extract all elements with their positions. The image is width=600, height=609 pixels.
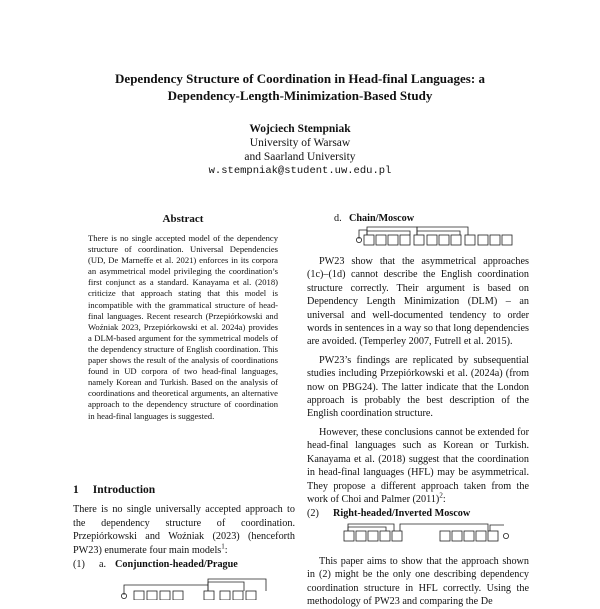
paragraph-3 [307, 426, 529, 506]
example-2-line [307, 508, 470, 519]
root-node [503, 533, 508, 538]
word-box [356, 531, 366, 541]
dependency-arc [348, 524, 394, 531]
word-box [427, 235, 437, 245]
dependency-arc [400, 524, 488, 531]
word-box [376, 235, 386, 245]
word-box [388, 235, 398, 245]
example-1-number: (1) [73, 559, 85, 570]
word-box [439, 235, 449, 245]
word-box [451, 235, 461, 245]
example-1a-line [73, 559, 238, 570]
footnote-mark-1[interactable]: 1 [221, 542, 225, 551]
dependency-arc [124, 585, 208, 595]
word-box [414, 235, 424, 245]
diagram-inverted-moscow [328, 520, 518, 546]
word-box [173, 591, 183, 600]
author-name: Wojciech Stempniak [249, 123, 351, 135]
abstract-text: There is no single accepted model of the dependency structure of coordination. Universal Dependencies (UD, De Marneffe et al. 2021) enforces in its corpora an asymmetrical model privileging the coordination’s first conjunct as a standard. Kanayama et al. (2018) criticize that approach stating that this model is incompatible with the grammatical structure of head-final languages. Recent research (Przepiórkowski and Woźniak 2023, Przepiórkowski et al. 2024a) provides a DLM-based argument for the symmetrical models of the dependency structure of English coordination. This paper shows the result of the analysis of coordinations found in UD corpora of two head-final languages, namely Korean and Turkish. Based on the analysis of coordinations and theoretical arguments, an alternative approach to the dependency structure of coordination in head-final languages is suggested. [88, 233, 278, 421]
word-box [246, 591, 256, 600]
word-box [344, 531, 354, 541]
footnote-mark-2[interactable]: 2 [439, 491, 443, 500]
diagram-moscow [350, 224, 520, 250]
section-heading-introduction [73, 484, 155, 496]
word-box [380, 531, 390, 541]
word-box [368, 531, 378, 541]
section-title: Introduction [92, 484, 156, 496]
word-box [452, 531, 462, 541]
paper-title [40, 70, 560, 104]
author-block [40, 122, 560, 178]
affiliation-2: and Saarland University [244, 151, 356, 163]
dependency-arc [367, 231, 410, 235]
title-line-1: Dependency Structure of Coordination in Head-final Languages: a [115, 71, 485, 86]
word-box [440, 531, 450, 541]
word-box [400, 235, 410, 245]
paragraph-1: PW23 show that the asymmetrical approaches (1c)–(1d) cannot describe the English coordination structure correctly. Their argument is based on Dependency Length Minimization (DLM) – an universal and well-documented tendency to order words in sentences in a way so that long dependencies are avoided. (Temperley 2007, Futrell et al. 2015). [307, 256, 529, 348]
dependency-arc [490, 525, 504, 531]
right-column-text [307, 255, 529, 506]
example-1d-label: Chain/Moscow [349, 213, 415, 224]
example-1a-letter: a. [99, 559, 107, 570]
word-box [488, 531, 498, 541]
word-box [160, 591, 170, 600]
word-box [464, 531, 474, 541]
example-1d-line [334, 213, 414, 224]
diagram-prague [116, 573, 296, 600]
section-number: 1 [73, 484, 79, 496]
paragraph-3-end: : [442, 493, 446, 505]
paragraph-3-text: However, these conclusions cannot be extended for head-final languages such as Korean or Turkish. Kanayama et al. (2018) suggest that the coordination in head-final languages (HFL) may be asymmetrical. They propose a different approach taken from the work of Choi and Palmer (2011) [307, 426, 529, 505]
word-box [502, 235, 512, 245]
word-box [134, 591, 144, 600]
word-box [465, 235, 475, 245]
example-1d-letter: d. [334, 213, 342, 224]
paragraph-4: This paper aims to show that the approach shown in (2) might be the only one describing dependency coordination structure in HFL correctly. Using the methodology of PW23 and comparing the De [307, 556, 529, 608]
word-box [204, 591, 214, 600]
dependency-arc [348, 527, 386, 531]
word-box [392, 531, 402, 541]
dependency-arc [208, 579, 266, 591]
introduction-paragraph [73, 503, 295, 557]
word-box [220, 591, 230, 600]
intro-text: There is no single universally accepted approach to the dependency structure of coordination. Przepiórkowski and Woźniak (2023) (henceforth PW23) enumerate four main models [73, 504, 295, 556]
intro-text-end: : [224, 544, 228, 556]
word-box [233, 591, 243, 600]
word-box [364, 235, 374, 245]
abstract-heading: Abstract [162, 213, 204, 225]
example-2-label: Right-headed/Inverted Moscow [333, 508, 471, 519]
word-box [476, 531, 486, 541]
dependency-arc [417, 231, 460, 235]
word-box [478, 235, 488, 245]
example-2-number: (2) [307, 508, 319, 519]
title-line-2: Dependency-Length-Minimization-Based Study [167, 88, 433, 103]
paragraph-2: PW23’s findings are replicated by subsequential studies including Przepiórkowski et al. (2024a) (from now on PBG24). The latter indicate that the London approach is probably the best description of the English coordination structure. [307, 354, 529, 420]
affiliation-1: University of Warsaw [249, 137, 351, 149]
right-column-text-end [307, 555, 529, 609]
author-email[interactable]: w.stempniak@student.uw.edu.pl [208, 165, 392, 177]
dependency-arc [208, 582, 244, 591]
word-box [147, 591, 157, 600]
example-1a-label: Conjunction-headed/Prague [115, 559, 238, 570]
word-box [490, 235, 500, 245]
